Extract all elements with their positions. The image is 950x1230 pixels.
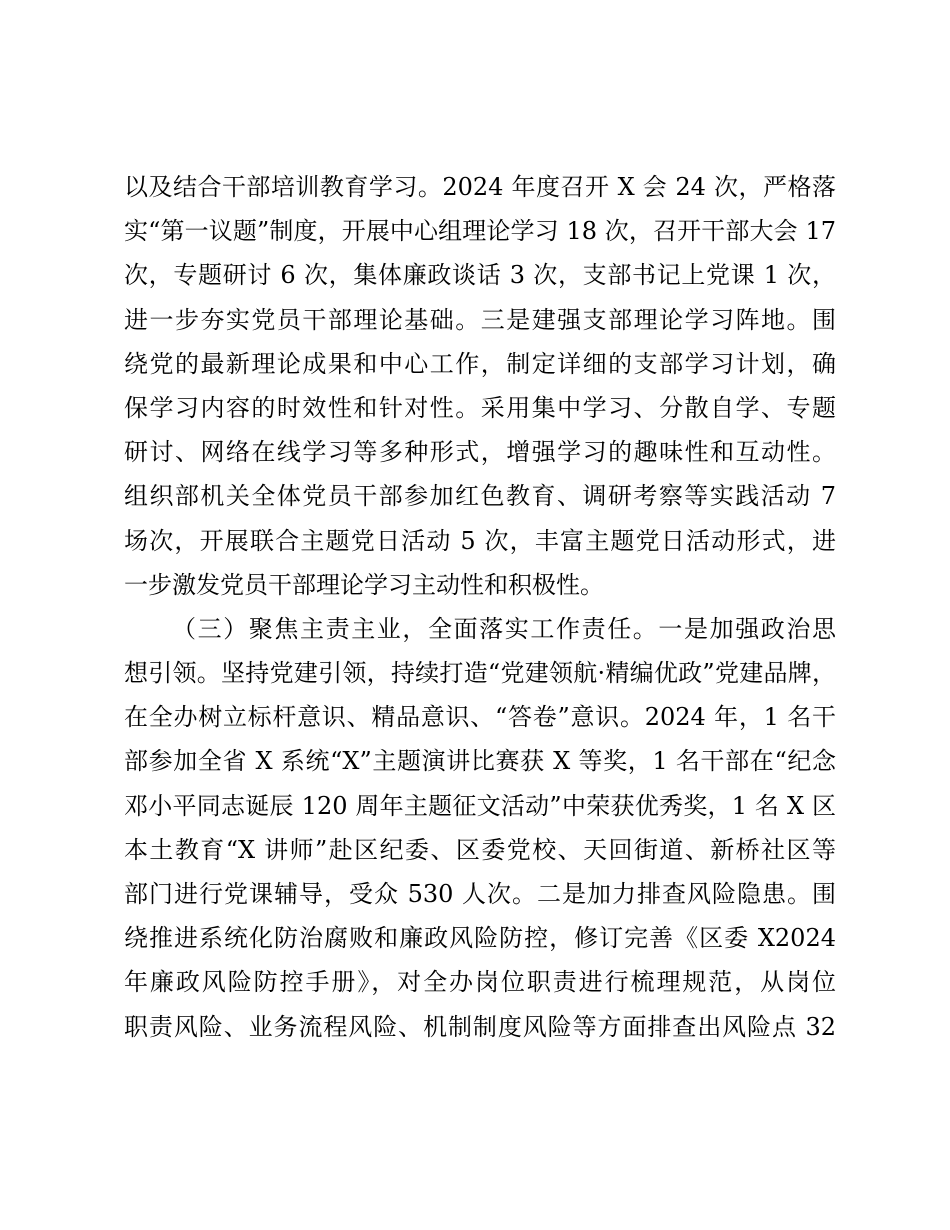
text-line: 邓小平同志诞辰 120 周年主题征文活动”中荣获优秀奖，1 名 X 区	[124, 791, 836, 820]
text-line: 想引领。坚持党建引领，持续打造“党建领航·精编优政”党建品牌，	[124, 659, 836, 688]
text-line: 绕推进系统化防治腐败和廉政风险防控，修订完善《区委 X2024	[124, 924, 836, 953]
text-line: 保学习内容的时效性和针对性。采用集中学习、分散自学、专题	[124, 393, 836, 422]
text-line: 绕党的最新理论成果和中心工作，制定详细的支部学习计划，确	[124, 349, 836, 378]
text-line: 职责风险、业务流程风险、机制制度风险等方面排查出风险点 32	[124, 1012, 836, 1041]
text-line: 年廉政风险防控手册》，对全办岗位职责进行梳理规范，从岗位	[124, 968, 836, 997]
text-line: 部门进行党课辅导，受众 530 人次。二是加力排查风险隐患。围	[124, 880, 836, 908]
text-line: 部参加全省 X 系统“X”主题演讲比赛获 X 等奖，1 名干部在“纪念	[124, 747, 836, 776]
document-body	[124, 165, 836, 1049]
text-line: 组织部机关全体党员干部参加红色教育、调研考察等实践活动 7	[124, 482, 836, 511]
text-line: 研讨、网络在线学习等多种形式，增强学习的趣味性和互动性。	[124, 438, 836, 467]
paragraph-end-line: 一步激发党员干部理论学习主动性和积极性。	[124, 570, 604, 599]
section-heading-line: （三）聚焦主责主业，全面落实工作责任。一是加强政治思	[172, 614, 836, 643]
text-line: 实“第一议题”制度，开展中心组理论学习 18 次，召开干部大会 17	[124, 217, 836, 246]
text-line: 进一步夯实党员干部理论基础。三是建强支部理论学习阵地。围	[124, 305, 836, 334]
text-line: 在全办树立标杆意识、精品意识、“答卷”意识。2024 年，1 名干	[124, 703, 836, 732]
text-line: 场次，开展联合主题党日活动 5 次，丰富主题党日活动形式，进	[124, 526, 836, 555]
text-line: 本土教育“X 讲师”赴区纪委、区委党校、天回街道、新桥社区等	[124, 835, 836, 864]
text-line: 次，专题研讨 6 次，集体廉政谈话 3 次，支部书记上党课 1 次，	[124, 261, 836, 290]
text-line: 以及结合干部培训教育学习。2024 年度召开 X 会 24 次，严格落	[124, 173, 836, 201]
